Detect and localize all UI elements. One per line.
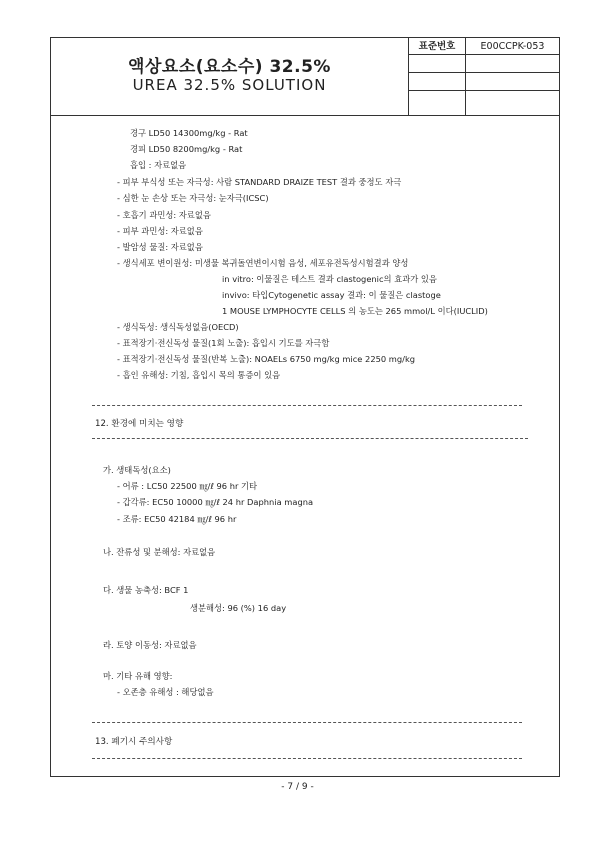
std-no-value: E00CCPK-053 <box>466 38 559 55</box>
ozone-hazard: - 오존층 유해성 : 해당없음 <box>117 687 214 697</box>
biodegradation: 생분해성: 96 (%) 16 day <box>190 603 287 613</box>
header-cell-blank <box>466 55 559 73</box>
section-12-title: 12. 환경에 미치는 영향 <box>95 419 184 429</box>
tox-aspiration: - 흡인 유해성: 기침, 흡입시 목의 통증이 있음 <box>117 370 281 380</box>
header-cell-blank <box>409 73 466 91</box>
header-cell-blank <box>409 55 466 73</box>
title-korean: 액상요소(요소수) 32.5% <box>128 57 331 77</box>
tox-carcinogenicity: - 발암성 물질: 자료없음 <box>117 242 203 252</box>
tox-skin-sensitization: - 피부 과민성: 자료없음 <box>117 226 203 236</box>
tox-inhalation: 흡입 : 자료없음 <box>130 160 187 170</box>
eco-fish: - 어류 : LC50 22500 ㎎/ℓ 96 hr 기타 <box>117 481 258 491</box>
std-no-label: 표준번호 <box>409 38 466 55</box>
eco-crustacea: - 갑각류: EC50 10000 ㎎/ℓ 24 hr Daphnia magna <box>117 497 314 507</box>
header-cell-blank <box>466 91 559 115</box>
tox-mutagenicity-mouse: 1 MOUSE LYMPHOCYTE CELLS 의 농도는 265 mmol/L 이다(IUCLID) <box>222 306 488 316</box>
eco-toxicity-title: 가. 생태독성(요소) <box>103 465 171 475</box>
soil-mobility: 라. 토양 이동성: 자료없음 <box>103 640 197 650</box>
persistence: 나. 잔류성 및 분해성: 자료없음 <box>103 547 216 557</box>
tox-mutagenicity: - 생식세포 변이원성: 미생물 복귀돌연변이시험 음성, 세포유전독성시험결과 양성 <box>117 258 409 268</box>
tox-stot-single: - 표적장기·전신독성 물질(1회 노출): 흡입시 기도를 자극함 <box>117 338 330 348</box>
tox-mutagenicity-invitro: in vitro: 이물질은 테스트 결과 clastogenic의 효과가 있음 <box>222 274 437 284</box>
header-cell-blank <box>466 73 559 91</box>
eco-algae: - 조류: EC50 42184 ㎎/ℓ 96 hr <box>117 514 237 524</box>
header-title-cell <box>51 38 409 115</box>
page-number: - 7 / 9 - <box>281 782 314 792</box>
tox-oral: 경구 LD50 14300mg/kg - Rat <box>130 128 248 138</box>
tox-eye: - 심한 눈 손상 또는 자극성: 눈자극(ICSC) <box>117 193 269 203</box>
divider <box>92 722 522 723</box>
header-cell-blank <box>409 91 466 115</box>
tox-mutagenicity-invivo: invivo: 타입Cytogenetic assay 결과: 이 물질은 clastoge <box>222 290 441 300</box>
header-grid <box>409 38 559 115</box>
divider <box>92 758 522 759</box>
divider <box>92 438 528 439</box>
other-effects: 마. 기타 유해 영향: <box>103 671 173 681</box>
bioaccumulation: 다. 생물 농축성: BCF 1 <box>103 585 189 595</box>
tox-dermal: 경피 LD50 8200mg/kg - Rat <box>130 144 243 154</box>
tox-resp-sensitization: - 호흡기 과민성: 자료없음 <box>117 210 211 220</box>
document-header <box>50 37 560 116</box>
title-english: UREA 32.5% SOLUTION <box>132 76 327 94</box>
section-13-title: 13. 폐기시 주의사항 <box>95 737 173 747</box>
tox-reproductive: - 생식독성: 생식독성없음(OECD) <box>117 322 239 332</box>
divider <box>92 405 522 406</box>
tox-stot-repeated: - 표적장기·전신독성 물질(반복 노출): NOAELs 6750 mg/kg mice 2250 mg/kg <box>117 354 416 364</box>
tox-skin-irritation: - 피부 부식성 또는 자극성: 사람 STANDARD DRAIZE TEST 결과 중정도 자극 <box>117 177 402 187</box>
